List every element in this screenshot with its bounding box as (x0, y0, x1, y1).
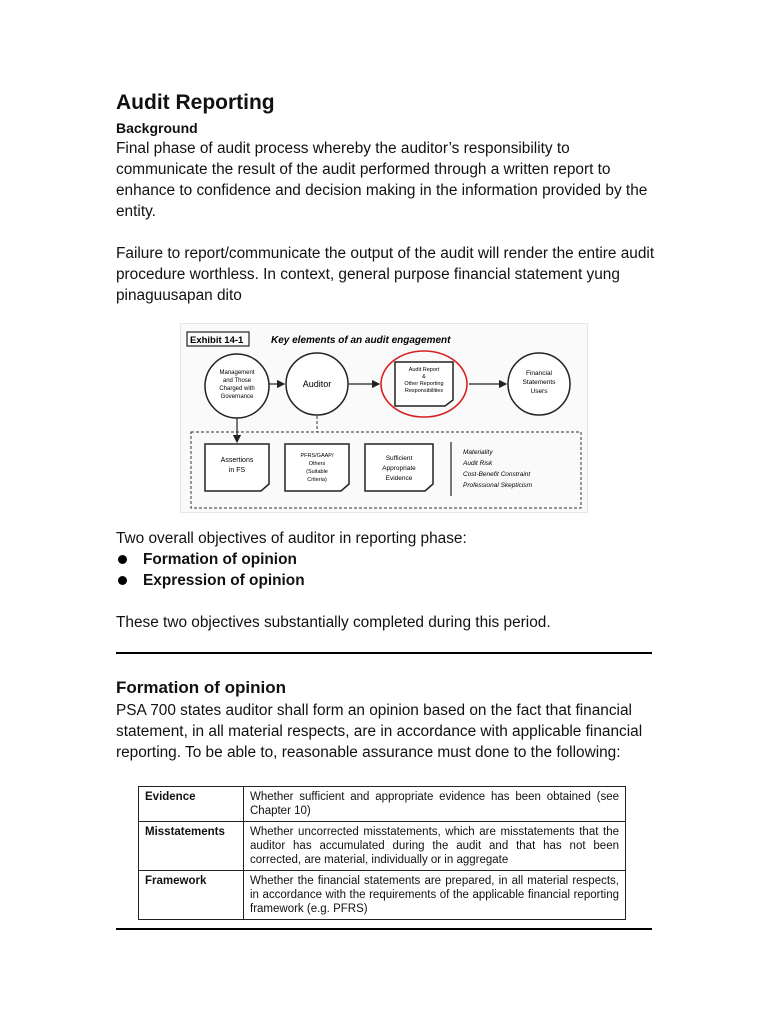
management-line-2: and Those (222, 378, 252, 384)
objectives-section (116, 528, 656, 633)
criteria-line-4: Criteria) (307, 477, 327, 483)
exhibit-figure (180, 323, 588, 513)
objective-label: Formation of opinion (143, 551, 297, 568)
bullet-icon (118, 576, 127, 585)
users-line-2: Statements (522, 379, 556, 386)
bottom-divider (116, 928, 652, 930)
formation-section (116, 676, 656, 763)
objectives-closing: These two objectives substantially completed during this period. (116, 614, 551, 631)
report-line-4: Responsibilities (404, 388, 444, 394)
concept-4: Professional Skepticism (463, 482, 532, 489)
objective-item (116, 549, 656, 570)
table-key: Misstatements (139, 822, 244, 871)
evidence-line-3: Evidence (385, 475, 413, 482)
concept-2: Audit Risk (463, 460, 493, 467)
concept-1: Materiality (463, 449, 493, 456)
table-row (139, 822, 626, 871)
table-row (139, 787, 626, 822)
table-row (139, 871, 626, 920)
background-paragraph-2: Failure to report/communicate the output of the audit will render the entire audit procedure worthless. In context, general purpose financial statement yung pinaguusapan dito (116, 245, 655, 304)
table-key: Framework (139, 871, 244, 920)
exhibit-diagram (181, 324, 587, 512)
assertions-line-1: Assertions (220, 457, 254, 464)
objectives-list (116, 549, 656, 591)
evidence-line-2: Appropriate (382, 465, 416, 472)
table-value: Whether the financial statements are prepared, in all material respects, in accordance with the requirements of the applicable financial reporting framework (e.g. PFRS) (244, 871, 626, 920)
report-line-3: Other Reporting (404, 381, 444, 387)
users-line-1: Financial (525, 370, 553, 377)
concept-3: Cost-Benefit Constraint (463, 471, 531, 478)
exhibit-number: Exhibit 14-1 (190, 335, 244, 346)
background-paragraph-1: Final phase of audit process whereby the auditor’s responsibility to communicate the result of the audit performed through a written report to enhance to confidence and decision making in the information provided by the entity. (116, 140, 648, 220)
criteria-document (285, 444, 349, 491)
objective-label: Expression of opinion (143, 572, 305, 589)
page-title: Audit Reporting (116, 91, 275, 114)
table-key: Evidence (139, 787, 244, 822)
report-line-1: Audit Report (408, 367, 440, 373)
evidence-line-1: Sufficient (385, 455, 413, 462)
assertions-line-2: in FS (228, 467, 246, 474)
management-line-4: Governance (220, 394, 254, 400)
formation-text: PSA 700 states auditor shall form an opinion based on the fact that financial statement, in all material respects, are in accordance with applicable financial reporting. To be able to, reasonable assurance must done to the following: (116, 702, 643, 761)
management-line-1: Management (219, 370, 255, 376)
table-value: Whether uncorrected misstatements, which are misstatements that the auditor has accumulated during the audit and that has not been corrected, are material, individually or in aggregate (244, 822, 626, 871)
background-heading: Background (116, 120, 198, 136)
criteria-line-2: Others (308, 461, 326, 467)
auditor-label: Auditor (302, 379, 332, 389)
formation-heading: Formation of opinion (116, 678, 286, 697)
report-line-2: & (422, 374, 426, 380)
objective-item (116, 570, 656, 591)
criteria-table (138, 786, 626, 920)
exhibit-title: Key elements of an audit engagement (271, 335, 451, 346)
objectives-intro: Two overall objectives of auditor in reporting phase: (116, 530, 467, 547)
bullet-icon (118, 555, 127, 564)
criteria-line-1: PFRS/GAAP/ (300, 453, 334, 459)
criteria-line-3: (Suitable (306, 469, 328, 475)
management-line-3: Charged with (219, 386, 255, 392)
users-line-3: Users (530, 388, 548, 395)
section-divider (116, 652, 652, 654)
table-value: Whether sufficient and appropriate evidence has been obtained (see Chapter 10) (244, 787, 626, 822)
document-body (116, 88, 656, 306)
